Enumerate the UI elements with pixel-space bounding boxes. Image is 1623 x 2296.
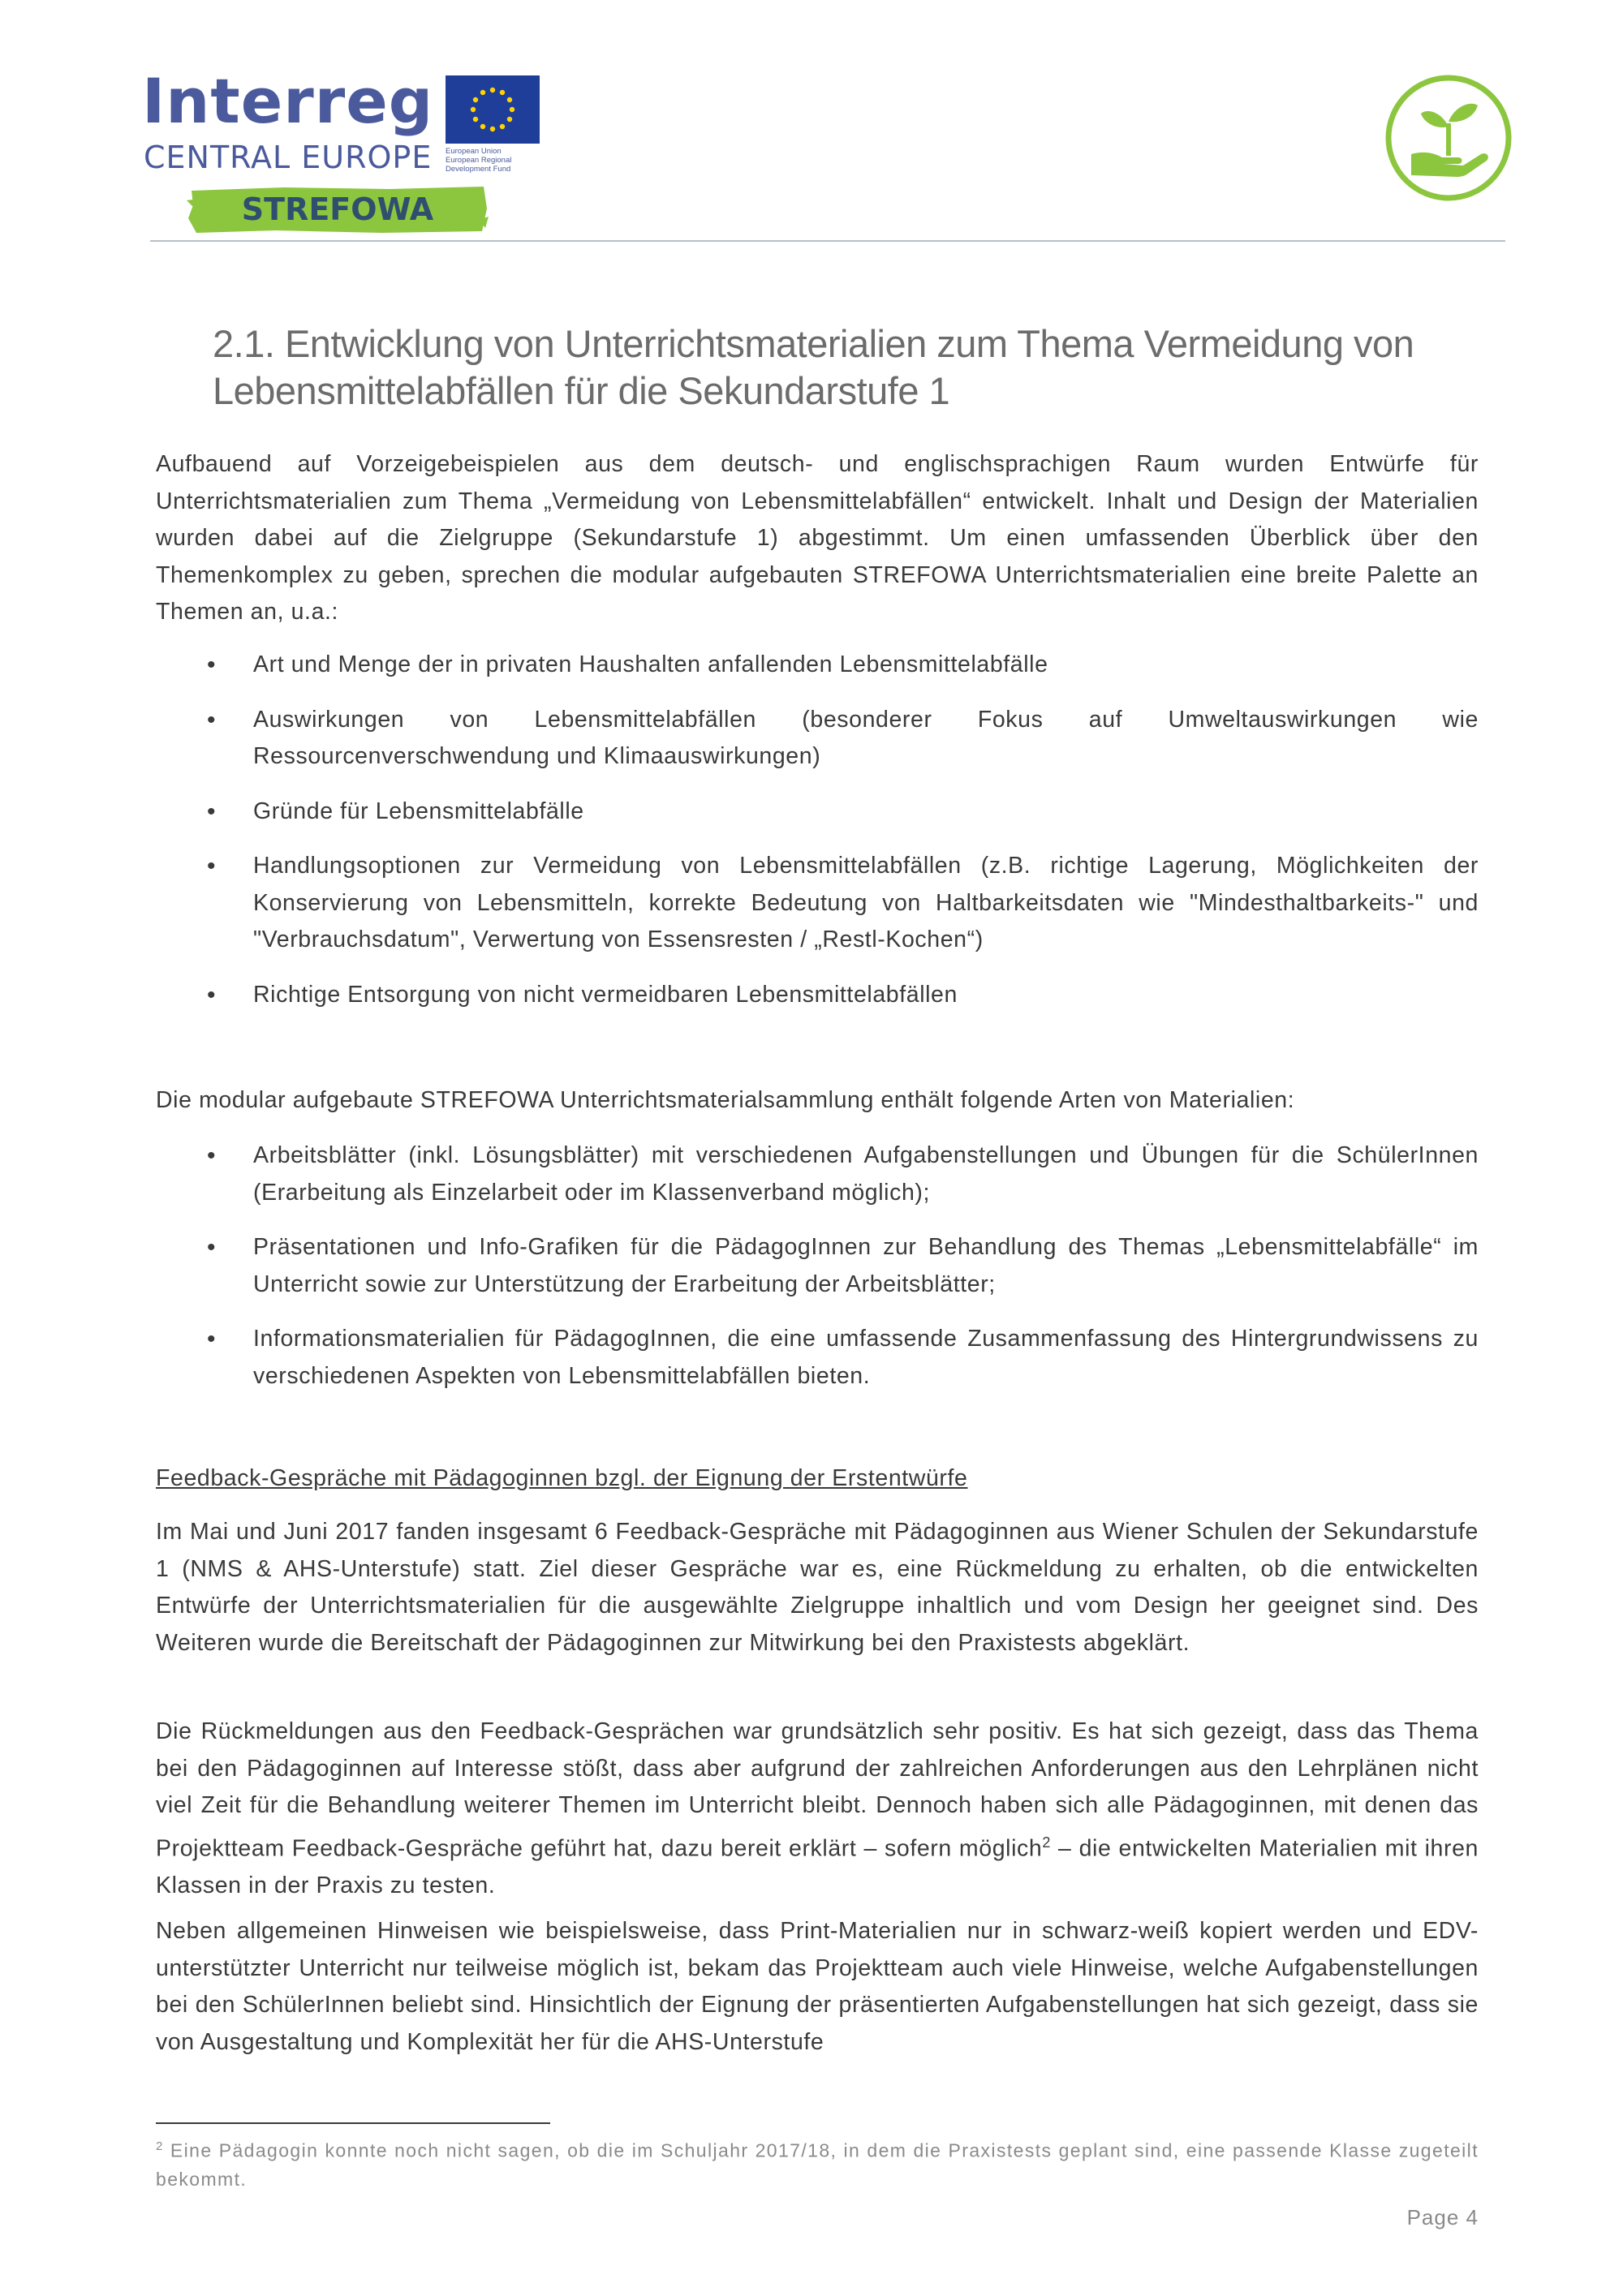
list-item [156, 793, 1479, 831]
bullet-icon [207, 1137, 223, 1176]
list-item-text: Handlungsoptionen zur Vermeidung von Lebensmittelabfällen (z.B. richtige Lagerung, Möglichkeiten der Konservierung von Lebensmitteln, korrekte Bedeutung von Haltbarkeitsdaten wie "Mindesthaltbarkeits-" und "Verbrauchsdatum", Verwertung von Essensresten / „Restl-Kochen“) [253, 853, 1479, 952]
footnote [156, 2132, 1479, 2194]
header-divider [150, 240, 1505, 242]
list-item [156, 1321, 1479, 1395]
section-title-line: 2.1. Entwicklung von Unterrichtsmaterialien zum Thema Vermeidung von [213, 322, 1414, 365]
paragraph-text: – die entwickelten Materialien mit ihren Klassen in der Praxis zu testen. [156, 1835, 1479, 1898]
plant-in-hand-icon [1384, 73, 1513, 203]
list-item-text: Gründe für Lebensmittelabfälle [253, 798, 584, 824]
list-item-text: Auswirkungen von Lebensmittelabfällen (besonderer Fokus auf Umweltauswirkungen wie Ressourcenverschwendung und Klimaauswirkungen) [253, 706, 1479, 769]
page-number: Page 4 [1406, 2205, 1479, 2229]
bullet-icon [207, 1321, 223, 1359]
project-name: STREFOWA [241, 191, 434, 227]
footnote-divider [156, 2122, 550, 2124]
list-item-text: Art und Menge der in privaten Haushalten anfallenden Lebensmittelabfälle [253, 651, 1048, 677]
bullet-icon [207, 702, 223, 740]
list-item-text: Richtige Entsorgung von nicht vermeidbaren Lebensmittelabfällen [253, 981, 958, 1008]
bullet-icon [207, 647, 223, 685]
materials-list [156, 1137, 1479, 1395]
feedback-paragraph-2 [156, 1713, 1479, 1904]
section-title-line: Lebensmittelabfällen für die Sekundarstufe 1 [213, 369, 950, 412]
bullet-icon [207, 848, 223, 886]
list-item-text: Präsentationen und Info-Grafiken für die PädagogInnen zur Behandlung des Themas „Lebensmittelabfälle“ im Unterricht sowie zur Unterstützung der Erarbeitung der Arbeitsblätter; [253, 1234, 1479, 1297]
list-item [156, 1137, 1479, 1211]
eu-caption-line: European Regional [446, 156, 512, 165]
list-item [156, 647, 1479, 684]
list-item-text: Arbeitsblätter (inkl. Lösungsblätter) mit verschiedenen Aufgabenstellungen und Übungen für die SchülerInnen (Erarbeitung als Einzelarbeit oder im Klassenverband möglich); [253, 1142, 1479, 1206]
eu-caption-line: Development Fund [446, 165, 511, 174]
list-item [156, 1229, 1479, 1303]
bullet-icon [207, 1229, 223, 1267]
list-item [156, 702, 1479, 776]
topics-list [156, 647, 1479, 1013]
feedback-paragraph-1: Im Mai und Juni 2017 fanden insgesamt 6 Feedback-Gespräche mit Pädagoginnen aus Wiener Schulen der Sekundarstufe 1 (NMS & AHS-Unterstufe) statt. Ziel dieser Gespräche war es, eine Rückmeldung zu erhalten, ob die entwickelten Entwürfe der Unterrichtsmaterialien für die ausgewählte Zielgruppe inhaltlich und vom Design her geeignet sind. Des Weiteren wurde die Bereitschaft der Pädagoginnen zur Mitwirkung bei den Praxistests abgeklärt. [156, 1519, 1479, 1656]
footnote-text: Eine Pädagogin konnte noch nicht sagen, ob die im Schuljahr 2017/18, in dem die Praxistests geplant sind, eine passende Klasse zugeteilt bekommt. [156, 2139, 1479, 2190]
eu-flag-icon [446, 75, 540, 144]
eu-caption-line: European Union [446, 147, 502, 156]
logo-wordmark: Interreg [142, 65, 434, 137]
materials-intro: Die modular aufgebaute STREFOWA Unterrichtsmaterialsammlung enthält folgende Arten von Materialien: [156, 1087, 1295, 1113]
feedback-heading: Feedback-Gespräche mit Pädagoginnen bzgl. der Eignung der Erstentwürfe [156, 1465, 968, 1491]
bullet-icon [207, 793, 223, 832]
list-item-text: Informationsmaterialien für PädagogInnen, die eine umfassende Zusammenfassung des Hintergrundwissens zu verschiedenen Aspekten von Lebensmittelabfällen bieten. [253, 1326, 1479, 1389]
bullet-icon [207, 977, 223, 1015]
eu-caption [446, 147, 567, 174]
project-banner [187, 184, 489, 234]
feedback-paragraph-3: Neben allgemeinen Hinweisen wie beispielsweise, dass Print-Materialien nur in schwarz-weiß kopiert werden und EDV-unterstützter Unterricht nur teilweise möglich ist, bekam das Projektteam auch viele Hinweise, welche Aufgabenstellungen bei den SchülerInnen beliebt sind. Hinsichtlich der Eignung der präsentierten Aufgabenstellungen hat sich gezeigt, dass sie von Ausgestaltung und Komplexität her für die AHS-Unterstufe [156, 1918, 1479, 2055]
intro-paragraph: Aufbauend auf Vorzeigebeispielen aus dem deutsch- und englischsprachigen Raum wurden Entwürfe für Unterrichtsmaterialien zum Thema „Vermeidung von Lebensmittelabfällen“ entwickelt. Inhalt und Design der Materialien wurden dabei auf die Zielgruppe (Sekundarstufe 1) abgestimmt. Um einen umfassenden Überblick über den Themenkomplex zu geben, sprechen die modular aufgebauten STREFOWA Unterrichtsmaterialien eine breite Palette an Themen an, u.a.: [156, 451, 1479, 625]
footnote-number: 2 [156, 2139, 164, 2153]
logo-subtitle: CENTRAL EUROPE [144, 140, 433, 175]
interreg-logo [142, 65, 532, 239]
list-item [156, 848, 1479, 959]
page-header [0, 0, 1623, 243]
footnote-reference[interactable]: 2 [1042, 1834, 1051, 1851]
paragraph-text: Die Rückmeldungen aus den Feedback-Gesprächen war grundsätzlich sehr positiv. Es hat sich gezeigt, dass das Thema bei den Pädagoginnen auf Interesse stößt, dass aber aufgrund der zahlreichen Anforderungen aus den Lehrplänen nicht viel Zeit für die Behandlung weiterer Themen im Unterricht bleibt. Dennoch haben sich alle Pädagoginnen, mit denen das Projektteam Feedback-Gespräche geführt hat, dazu bereit erklärt – sofern möglich [156, 1718, 1479, 1861]
section-title [213, 320, 1479, 415]
list-item [156, 977, 1479, 1014]
